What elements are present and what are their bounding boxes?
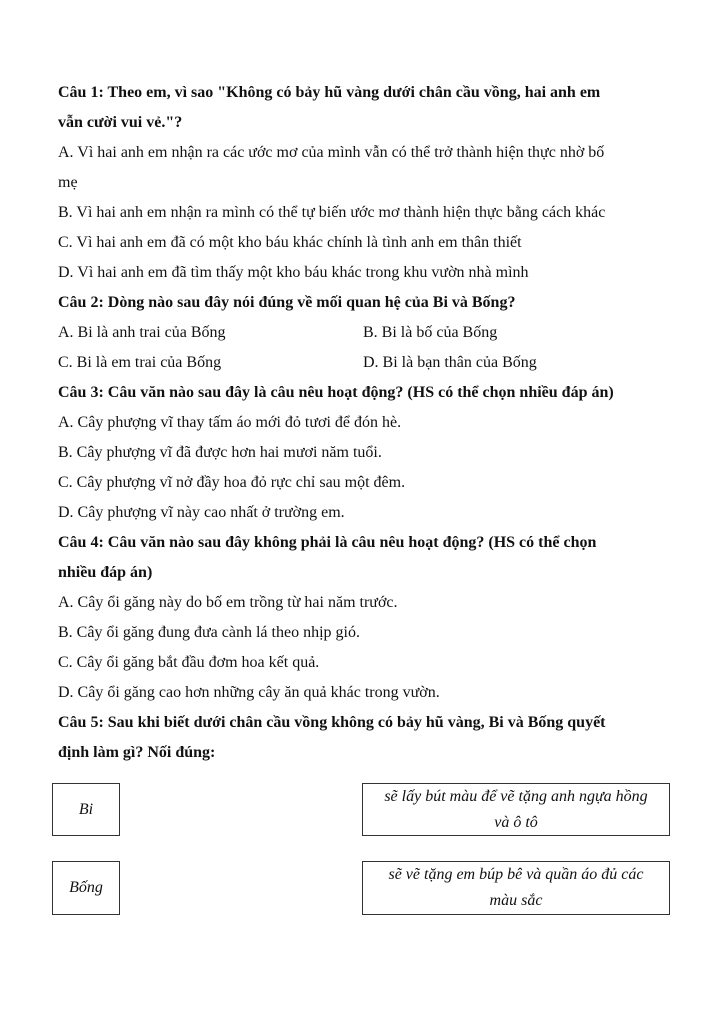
match-right-1-line1: sẽ lấy bút màu để vẽ tặng anh ngựa hồng <box>384 788 648 805</box>
match-right-text-2 <box>388 862 643 914</box>
q2-options-row2 <box>58 348 668 378</box>
q1-option-b: B. Vì hai anh em nhận ra mình có thể tự biến ước mơ thành hiện thực bằng cách khác <box>58 204 606 221</box>
match-left-box-bi[interactable] <box>52 783 120 836</box>
match-right-text-1 <box>384 784 647 836</box>
q2-title: Câu 2: Dòng nào sau đây nói đúng về mối quan hệ của Bi và Bống? <box>58 294 516 311</box>
q3-option-a: A. Cây phượng vĩ thay tấm áo mới đỏ tươi để đón hè. <box>58 414 402 431</box>
match-right-2-line2: màu sắc <box>489 892 543 909</box>
q5-title-line1: Câu 5: Sau khi biết dưới chân cầu vồng không có bảy hũ vàng, Bi và Bống quyết <box>58 714 606 731</box>
q2-option-d: D. Bi là bạn thân của Bống <box>363 354 537 371</box>
q2-option-a: A. Bi là anh trai của Bống <box>58 324 226 341</box>
q1-option-a-line1: A. Vì hai anh em nhận ra các ước mơ của mình vẫn có thể trở thành hiện thực nhờ bố <box>58 144 605 161</box>
q3-option-d: D. Cây phượng vĩ này cao nhất ở trường em. <box>58 504 345 521</box>
match-right-box-2[interactable] <box>362 861 670 915</box>
match-right-1-line2: và ô tô <box>494 814 538 831</box>
q2-options-row1 <box>58 318 668 348</box>
q3-option-c: C. Cây phượng vĩ nở đầy hoa đỏ rực chỉ sau một đêm. <box>58 474 406 491</box>
q3-option-b: B. Cây phượng vĩ đã được hơn hai mươi năm tuổi. <box>58 444 382 461</box>
q2-option-b: B. Bi là bố của Bống <box>363 324 498 341</box>
q4-option-a: A. Cây ổi găng này do bố em trồng từ hai năm trước. <box>58 594 398 611</box>
match-right-2-line1: sẽ vẽ tặng em búp bê và quần áo đủ các <box>388 866 644 883</box>
q4-title-line1: Câu 4: Câu văn nào sau đây không phải là câu nêu hoạt động? (HS có thể chọn <box>58 534 597 551</box>
q4-option-d: D. Cây ổi găng cao hơn những cây ăn quả khác trong vườn. <box>58 684 440 701</box>
q4-option-b: B. Cây ổi găng đung đưa cành lá theo nhịp gió. <box>58 624 360 641</box>
q3-title: Câu 3: Câu văn nào sau đây là câu nêu hoạt động? (HS có thể chọn nhiều đáp án) <box>58 384 614 401</box>
match-left-label-bi: Bi <box>78 800 94 818</box>
q1-option-d: D. Vì hai anh em đã tìm thấy một kho báu khác trong khu vườn nhà mình <box>58 264 529 281</box>
q5-title-line2: định làm gì? Nối đúng: <box>58 744 216 761</box>
q4-option-c: C. Cây ổi găng bắt đầu đơm hoa kết quả. <box>58 654 320 671</box>
match-right-box-1[interactable] <box>362 783 670 836</box>
worksheet <box>58 78 668 768</box>
q1-option-a-line2: mẹ <box>58 174 78 191</box>
q1-title-line2: vẫn cười vui vẻ."? <box>58 114 183 131</box>
match-left-label-bong: Bống <box>69 879 103 896</box>
q2-option-c: C. Bi là em trai của Bống <box>58 354 222 371</box>
q4-title-line2: nhiều đáp án) <box>58 564 153 581</box>
match-left-box-bong[interactable] <box>52 861 120 915</box>
q1-option-c: C. Vì hai anh em đã có một kho báu khác chính là tình anh em thân thiết <box>58 234 522 251</box>
q1-title-line1: Câu 1: Theo em, vì sao "Không có bảy hũ vàng dưới chân cầu vồng, hai anh em <box>58 84 601 101</box>
